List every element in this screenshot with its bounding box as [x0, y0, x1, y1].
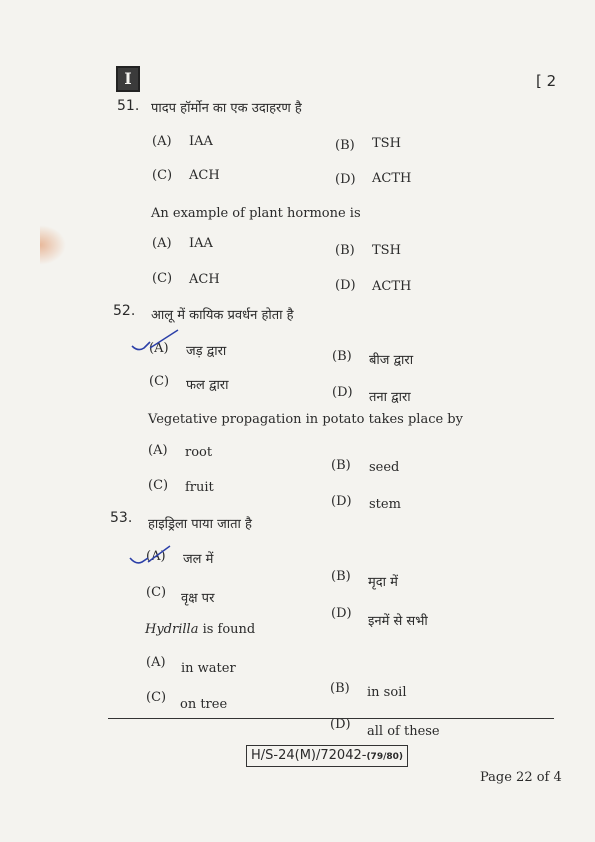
paper-code [246, 745, 408, 767]
question-text-hindi: आलू में कायिक प्रवर्धन होता है [151, 308, 294, 323]
option-label-a: (A) [152, 134, 172, 149]
page-marker: [ 2 [536, 72, 557, 90]
option-text-c: फल द्वारा [186, 378, 229, 393]
option-text-c: fruit [185, 480, 214, 495]
option-text-b: seed [369, 460, 400, 475]
option-label-a: (A) [146, 549, 166, 564]
option-label-a: (A) [148, 443, 168, 458]
option-label-c: (C) [149, 374, 170, 389]
question-text-rest: is found [198, 622, 256, 637]
question-text-english [145, 622, 255, 637]
option-text-b: TSH [372, 136, 401, 151]
option-text-d: all of these [367, 724, 440, 739]
paper-code-suffix: (79/80) [366, 752, 403, 762]
option-label-b: (B) [335, 138, 355, 153]
option-text-a: in water [181, 661, 236, 676]
option-text-c: वृक्ष पर [181, 591, 215, 606]
option-label-b: (B) [332, 349, 352, 364]
question-number: 53. [110, 510, 133, 526]
option-label-c: (C) [146, 585, 167, 600]
option-label-d: (D) [335, 172, 356, 187]
option-label-a: (A) [152, 236, 172, 251]
option-text-a: जड़ द्वारा [186, 344, 227, 359]
question-text-hindi: हाइड्रिला पाया जाता है [148, 517, 252, 532]
question-text-english: Vegetative propagation in potato takes place by [148, 412, 463, 427]
option-text-b: बीज द्वारा [369, 353, 414, 368]
option-label-c: (C) [146, 690, 167, 705]
option-text-c: ACH [189, 168, 220, 183]
option-text-d: ACTH [372, 279, 412, 294]
option-label-a: (A) [146, 655, 166, 670]
page-number: Page 22 of 4 [480, 770, 562, 785]
answer-tick-mark [126, 540, 186, 570]
option-label-d: (D) [331, 494, 352, 509]
option-label-d: (D) [330, 717, 351, 732]
option-label-c: (C) [152, 271, 173, 286]
option-text-d: इनमें से सभी [368, 614, 428, 629]
option-label-c: (C) [148, 478, 169, 493]
option-text-a: IAA [189, 236, 213, 251]
option-label-b: (B) [335, 243, 355, 258]
question-text-italic: Hydrilla [145, 622, 199, 637]
option-text-d: तना द्वारा [369, 390, 411, 405]
option-label-d: (D) [331, 606, 352, 621]
answer-tick-mark [128, 326, 188, 356]
option-label-a: (A) [149, 341, 169, 356]
option-label-b: (B) [331, 569, 351, 584]
question-number: 52. [113, 303, 136, 319]
question-number: 51. [117, 98, 140, 114]
footer-rule [108, 718, 554, 719]
option-text-d: stem [369, 497, 401, 512]
section-label: I [116, 66, 140, 92]
option-text-d: ACTH [372, 171, 412, 186]
option-label-b: (B) [330, 681, 350, 696]
option-text-b: मृदा में [368, 575, 398, 590]
option-text-b: TSH [372, 243, 401, 258]
option-label-d: (D) [335, 278, 356, 293]
option-text-c: on tree [180, 697, 228, 712]
finger-shadow [40, 225, 66, 265]
option-text-a: IAA [189, 134, 213, 149]
paper-code-main: H/S-24(M)/72042- [251, 748, 367, 763]
question-text-english: An example of plant hormone is [151, 206, 361, 221]
option-text-b: in soil [367, 685, 407, 700]
option-label-c: (C) [152, 168, 173, 183]
question-text-hindi: पादप हॉर्मोन का एक उदाहरण है [151, 101, 302, 116]
option-text-a: root [185, 445, 213, 460]
option-text-a: जल में [183, 552, 214, 567]
option-text-c: ACH [189, 272, 220, 287]
option-label-b: (B) [331, 458, 351, 473]
option-label-d: (D) [332, 385, 353, 400]
